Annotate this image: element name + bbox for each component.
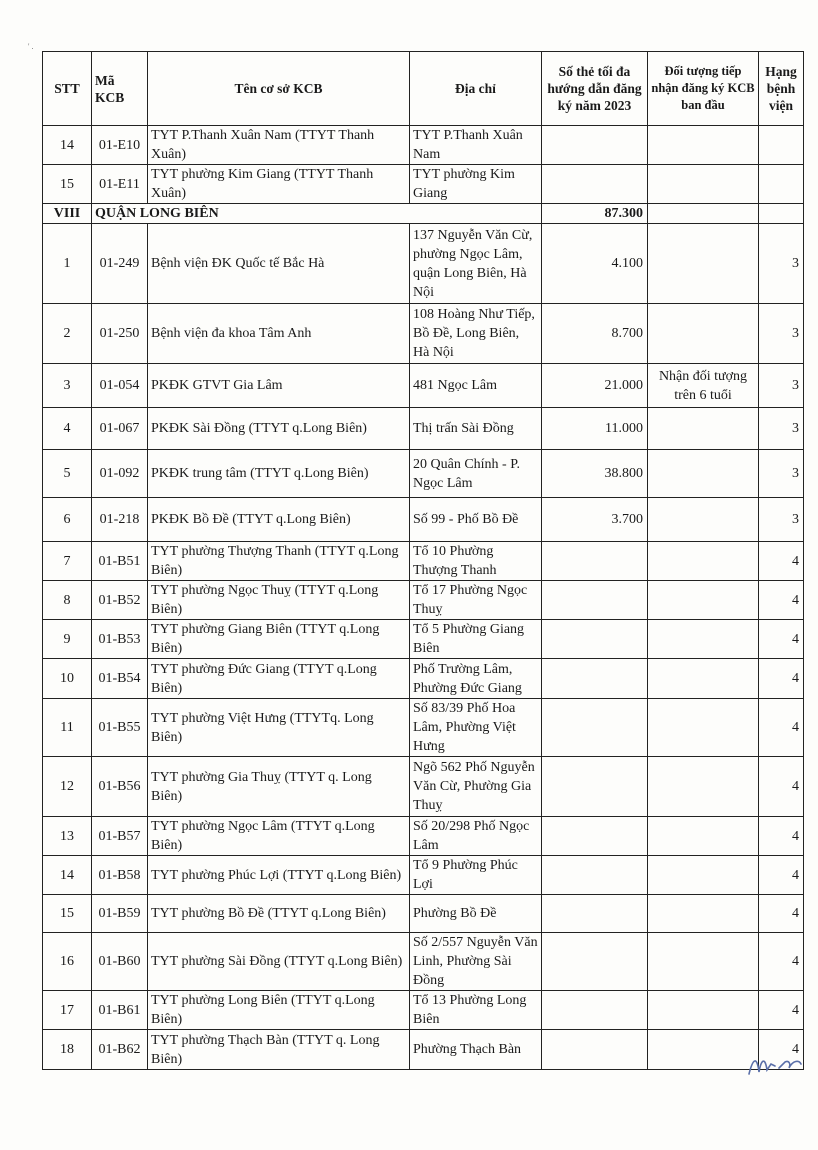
cell-doi-tuong xyxy=(648,224,759,304)
table-row xyxy=(43,304,804,364)
cell-doi-tuong xyxy=(648,450,759,498)
section-empty-cell xyxy=(759,204,804,224)
cell-so-the: 11.000 xyxy=(542,408,648,450)
cell-stt: 7 xyxy=(43,542,92,581)
facility-table xyxy=(42,51,804,1070)
cell-dia-chi: Số 20/298 Phố Ngọc Lâm xyxy=(410,817,542,856)
cell-hang: 4 xyxy=(759,757,804,817)
table-row xyxy=(43,364,804,408)
table-row xyxy=(43,620,804,659)
cell-hang xyxy=(759,126,804,165)
cell-hang: 4 xyxy=(759,817,804,856)
cell-doi-tuong xyxy=(648,498,759,542)
cell-doi-tuong xyxy=(648,699,759,757)
cell-doi-tuong xyxy=(648,933,759,991)
cell-ten: TYT phường Long Biên (TTYT q.Long Biên) xyxy=(148,991,410,1030)
cell-so-the xyxy=(542,991,648,1030)
cell-stt: 13 xyxy=(43,817,92,856)
header-ten: Tên cơ sở KCB xyxy=(148,52,410,126)
cell-doi-tuong xyxy=(648,659,759,699)
cell-stt: 16 xyxy=(43,933,92,991)
document-table-wrapper xyxy=(42,51,804,1070)
cell-dia-chi: TYT P.Thanh Xuân Nam xyxy=(410,126,542,165)
cell-doi-tuong xyxy=(648,581,759,620)
cell-ten: Bệnh viện đa khoa Tâm Anh xyxy=(148,304,410,364)
cell-ten: TYT phường Sài Đồng (TTYT q.Long Biên) xyxy=(148,933,410,991)
cell-so-the xyxy=(542,817,648,856)
cell-so-the xyxy=(542,165,648,204)
cell-hang: 4 xyxy=(759,1030,804,1070)
header-ma-kcb: Mã KCB xyxy=(92,52,148,126)
cell-dia-chi: 20 Quân Chính - P. Ngọc Lâm xyxy=(410,450,542,498)
table-body xyxy=(43,126,804,1070)
cell-doi-tuong xyxy=(648,304,759,364)
cell-doi-tuong xyxy=(648,1030,759,1070)
cell-dia-chi: 481 Ngọc Lâm xyxy=(410,364,542,408)
cell-ten: TYT phường Việt Hưng (TTYTq. Long Biên) xyxy=(148,699,410,757)
cell-stt: 6 xyxy=(43,498,92,542)
cell-doi-tuong xyxy=(648,126,759,165)
cell-ma-kcb: 01-B56 xyxy=(92,757,148,817)
table-row xyxy=(43,224,804,304)
table-row xyxy=(43,126,804,165)
table-row xyxy=(43,408,804,450)
cell-ma-kcb: 01-E10 xyxy=(92,126,148,165)
cell-ten: TYT phường Đức Giang (TTYT q.Long Biên) xyxy=(148,659,410,699)
cell-ma-kcb: 01-054 xyxy=(92,364,148,408)
cell-hang: 3 xyxy=(759,498,804,542)
section-name: QUẬN LONG BIÊN xyxy=(92,204,542,224)
table-row xyxy=(43,757,804,817)
cell-ten: TYT phường Thạch Bàn (TTYT q. Long Biên) xyxy=(148,1030,410,1070)
cell-ma-kcb: 01-B62 xyxy=(92,1030,148,1070)
table-row xyxy=(43,659,804,699)
cell-hang: 3 xyxy=(759,408,804,450)
cell-dia-chi: Phường Bồ Đề xyxy=(410,895,542,933)
cell-stt: 14 xyxy=(43,126,92,165)
cell-ma-kcb: 01-250 xyxy=(92,304,148,364)
cell-ten: TYT phường Kim Giang (TTYT Thanh Xuân) xyxy=(148,165,410,204)
cell-dia-chi: Tổ 13 Phường Long Biên xyxy=(410,991,542,1030)
table-row xyxy=(43,450,804,498)
cell-hang: 4 xyxy=(759,542,804,581)
cell-ma-kcb: 01-B58 xyxy=(92,856,148,895)
cell-stt: 1 xyxy=(43,224,92,304)
cell-dia-chi: Số 2/557 Nguyễn Văn Linh, Phường Sài Đồng xyxy=(410,933,542,991)
table-row xyxy=(43,817,804,856)
cell-stt: 12 xyxy=(43,757,92,817)
header-stt: STT xyxy=(43,52,92,126)
cell-so-the xyxy=(542,1030,648,1070)
cell-dia-chi: Tổ 17 Phường Ngọc Thuỵ xyxy=(410,581,542,620)
cell-stt: 14 xyxy=(43,856,92,895)
cell-ten: PKĐK Sài Đồng (TTYT q.Long Biên) xyxy=(148,408,410,450)
cell-so-the xyxy=(542,581,648,620)
cell-ten: TYT phường Thượng Thanh (TTYT q.Long Biên) xyxy=(148,542,410,581)
cell-ten: TYT phường Bồ Đề (TTYT q.Long Biên) xyxy=(148,895,410,933)
table-row xyxy=(43,856,804,895)
cell-so-the xyxy=(542,620,648,659)
cell-stt: 15 xyxy=(43,165,92,204)
cell-so-the: 4.100 xyxy=(542,224,648,304)
cell-hang: 3 xyxy=(759,450,804,498)
cell-doi-tuong xyxy=(648,542,759,581)
table-row xyxy=(43,933,804,991)
header-so-the: Số thẻ tối đa hướng dẫn đăng ký năm 2023 xyxy=(542,52,648,126)
cell-ten: TYT phường Ngọc Lâm (TTYT q.Long Biên) xyxy=(148,817,410,856)
cell-doi-tuong xyxy=(648,895,759,933)
cell-stt: 15 xyxy=(43,895,92,933)
cell-hang: 4 xyxy=(759,659,804,699)
cell-ten: TYT phường Ngọc Thuỵ (TTYT q.Long Biên) xyxy=(148,581,410,620)
cell-ma-kcb: 01-E11 xyxy=(92,165,148,204)
cell-ten: TYT phường Phúc Lợi (TTYT q.Long Biên) xyxy=(148,856,410,895)
cell-dia-chi: Thị trấn Sài Đồng xyxy=(410,408,542,450)
section-empty-cell xyxy=(648,204,759,224)
table-row xyxy=(43,1030,804,1070)
cell-so-the xyxy=(542,757,648,817)
cell-dia-chi: Phố Trường Lâm, Phường Đức Giang xyxy=(410,659,542,699)
cell-so-the xyxy=(542,933,648,991)
cell-so-the xyxy=(542,126,648,165)
scan-mark: ' . xyxy=(28,42,34,51)
cell-dia-chi: Tổ 9 Phường Phúc Lợi xyxy=(410,856,542,895)
cell-stt: 18 xyxy=(43,1030,92,1070)
cell-stt: 9 xyxy=(43,620,92,659)
cell-hang: 4 xyxy=(759,895,804,933)
handwritten-signature xyxy=(745,1050,807,1080)
cell-so-the xyxy=(542,895,648,933)
table-row xyxy=(43,991,804,1030)
cell-doi-tuong xyxy=(648,757,759,817)
cell-stt: 5 xyxy=(43,450,92,498)
cell-dia-chi: 108 Hoàng Như Tiếp, Bồ Đề, Long Biên, Hà Nội xyxy=(410,304,542,364)
table-row xyxy=(43,581,804,620)
cell-stt: 3 xyxy=(43,364,92,408)
cell-hang xyxy=(759,165,804,204)
cell-so-the: 38.800 xyxy=(542,450,648,498)
section-total: 87.300 xyxy=(542,204,648,224)
cell-dia-chi: Ngõ 562 Phố Nguyễn Văn Cừ, Phường Gia Thuỵ xyxy=(410,757,542,817)
cell-doi-tuong xyxy=(648,165,759,204)
cell-hang: 3 xyxy=(759,224,804,304)
table-row xyxy=(43,699,804,757)
cell-stt: 4 xyxy=(43,408,92,450)
cell-hang: 3 xyxy=(759,304,804,364)
cell-ma-kcb: 01-B51 xyxy=(92,542,148,581)
cell-so-the: 8.700 xyxy=(542,304,648,364)
cell-dia-chi: Phường Thạch Bàn xyxy=(410,1030,542,1070)
section-stt: VIII xyxy=(43,204,92,224)
cell-ten: PKĐK GTVT Gia Lâm xyxy=(148,364,410,408)
cell-ma-kcb: 01-B52 xyxy=(92,581,148,620)
cell-ma-kcb: 01-249 xyxy=(92,224,148,304)
table-row xyxy=(43,498,804,542)
header-dia-chi: Địa chỉ xyxy=(410,52,542,126)
cell-so-the xyxy=(542,659,648,699)
cell-ma-kcb: 01-067 xyxy=(92,408,148,450)
cell-dia-chi: Tổ 10 Phường Thượng Thanh xyxy=(410,542,542,581)
cell-ma-kcb: 01-B57 xyxy=(92,817,148,856)
cell-dia-chi: 137 Nguyễn Văn Cừ, phường Ngọc Lâm, quận Long Biên, Hà Nội xyxy=(410,224,542,304)
cell-dia-chi: Số 83/39 Phố Hoa Lâm, Phường Việt Hưng xyxy=(410,699,542,757)
cell-ma-kcb: 01-092 xyxy=(92,450,148,498)
section-row xyxy=(43,204,804,224)
cell-hang: 4 xyxy=(759,620,804,659)
cell-so-the xyxy=(542,699,648,757)
table-row xyxy=(43,895,804,933)
cell-ma-kcb: 01-B54 xyxy=(92,659,148,699)
cell-dia-chi: TYT phường Kim Giang xyxy=(410,165,542,204)
cell-so-the: 3.700 xyxy=(542,498,648,542)
cell-stt: 8 xyxy=(43,581,92,620)
cell-so-the xyxy=(542,856,648,895)
cell-ten: TYT phường Gia Thuỵ (TTYT q. Long Biên) xyxy=(148,757,410,817)
cell-ma-kcb: 01-B53 xyxy=(92,620,148,659)
table-header-row xyxy=(43,52,804,126)
cell-doi-tuong xyxy=(648,408,759,450)
table-row xyxy=(43,542,804,581)
cell-ma-kcb: 01-B59 xyxy=(92,895,148,933)
cell-ten: TYT phường Giang Biên (TTYT q.Long Biên) xyxy=(148,620,410,659)
cell-ten: PKĐK Bồ Đề (TTYT q.Long Biên) xyxy=(148,498,410,542)
cell-stt: 2 xyxy=(43,304,92,364)
cell-so-the xyxy=(542,542,648,581)
cell-ma-kcb: 01-B60 xyxy=(92,933,148,991)
cell-hang: 4 xyxy=(759,581,804,620)
cell-stt: 17 xyxy=(43,991,92,1030)
cell-ten: TYT P.Thanh Xuân Nam (TTYT Thanh Xuân) xyxy=(148,126,410,165)
cell-ten: PKĐK trung tâm (TTYT q.Long Biên) xyxy=(148,450,410,498)
cell-dia-chi: Tổ 5 Phường Giang Biên xyxy=(410,620,542,659)
cell-hang: 4 xyxy=(759,933,804,991)
cell-doi-tuong xyxy=(648,817,759,856)
cell-stt: 10 xyxy=(43,659,92,699)
cell-ma-kcb: 01-218 xyxy=(92,498,148,542)
cell-hang: 4 xyxy=(759,991,804,1030)
table-row xyxy=(43,165,804,204)
cell-so-the: 21.000 xyxy=(542,364,648,408)
cell-doi-tuong: Nhận đối tượng trên 6 tuổi xyxy=(648,364,759,408)
cell-doi-tuong xyxy=(648,856,759,895)
header-hang: Hạng bệnh viện xyxy=(759,52,804,126)
cell-hang: 3 xyxy=(759,364,804,408)
cell-hang: 4 xyxy=(759,856,804,895)
cell-dia-chi: Số 99 - Phố Bồ Đề xyxy=(410,498,542,542)
header-doi-tuong: Đối tượng tiếp nhận đăng ký KCB ban đầu xyxy=(648,52,759,126)
cell-ma-kcb: 01-B55 xyxy=(92,699,148,757)
cell-doi-tuong xyxy=(648,991,759,1030)
cell-ma-kcb: 01-B61 xyxy=(92,991,148,1030)
cell-stt: 11 xyxy=(43,699,92,757)
cell-doi-tuong xyxy=(648,620,759,659)
cell-hang: 4 xyxy=(759,699,804,757)
cell-ten: Bệnh viện ĐK Quốc tế Bắc Hà xyxy=(148,224,410,304)
